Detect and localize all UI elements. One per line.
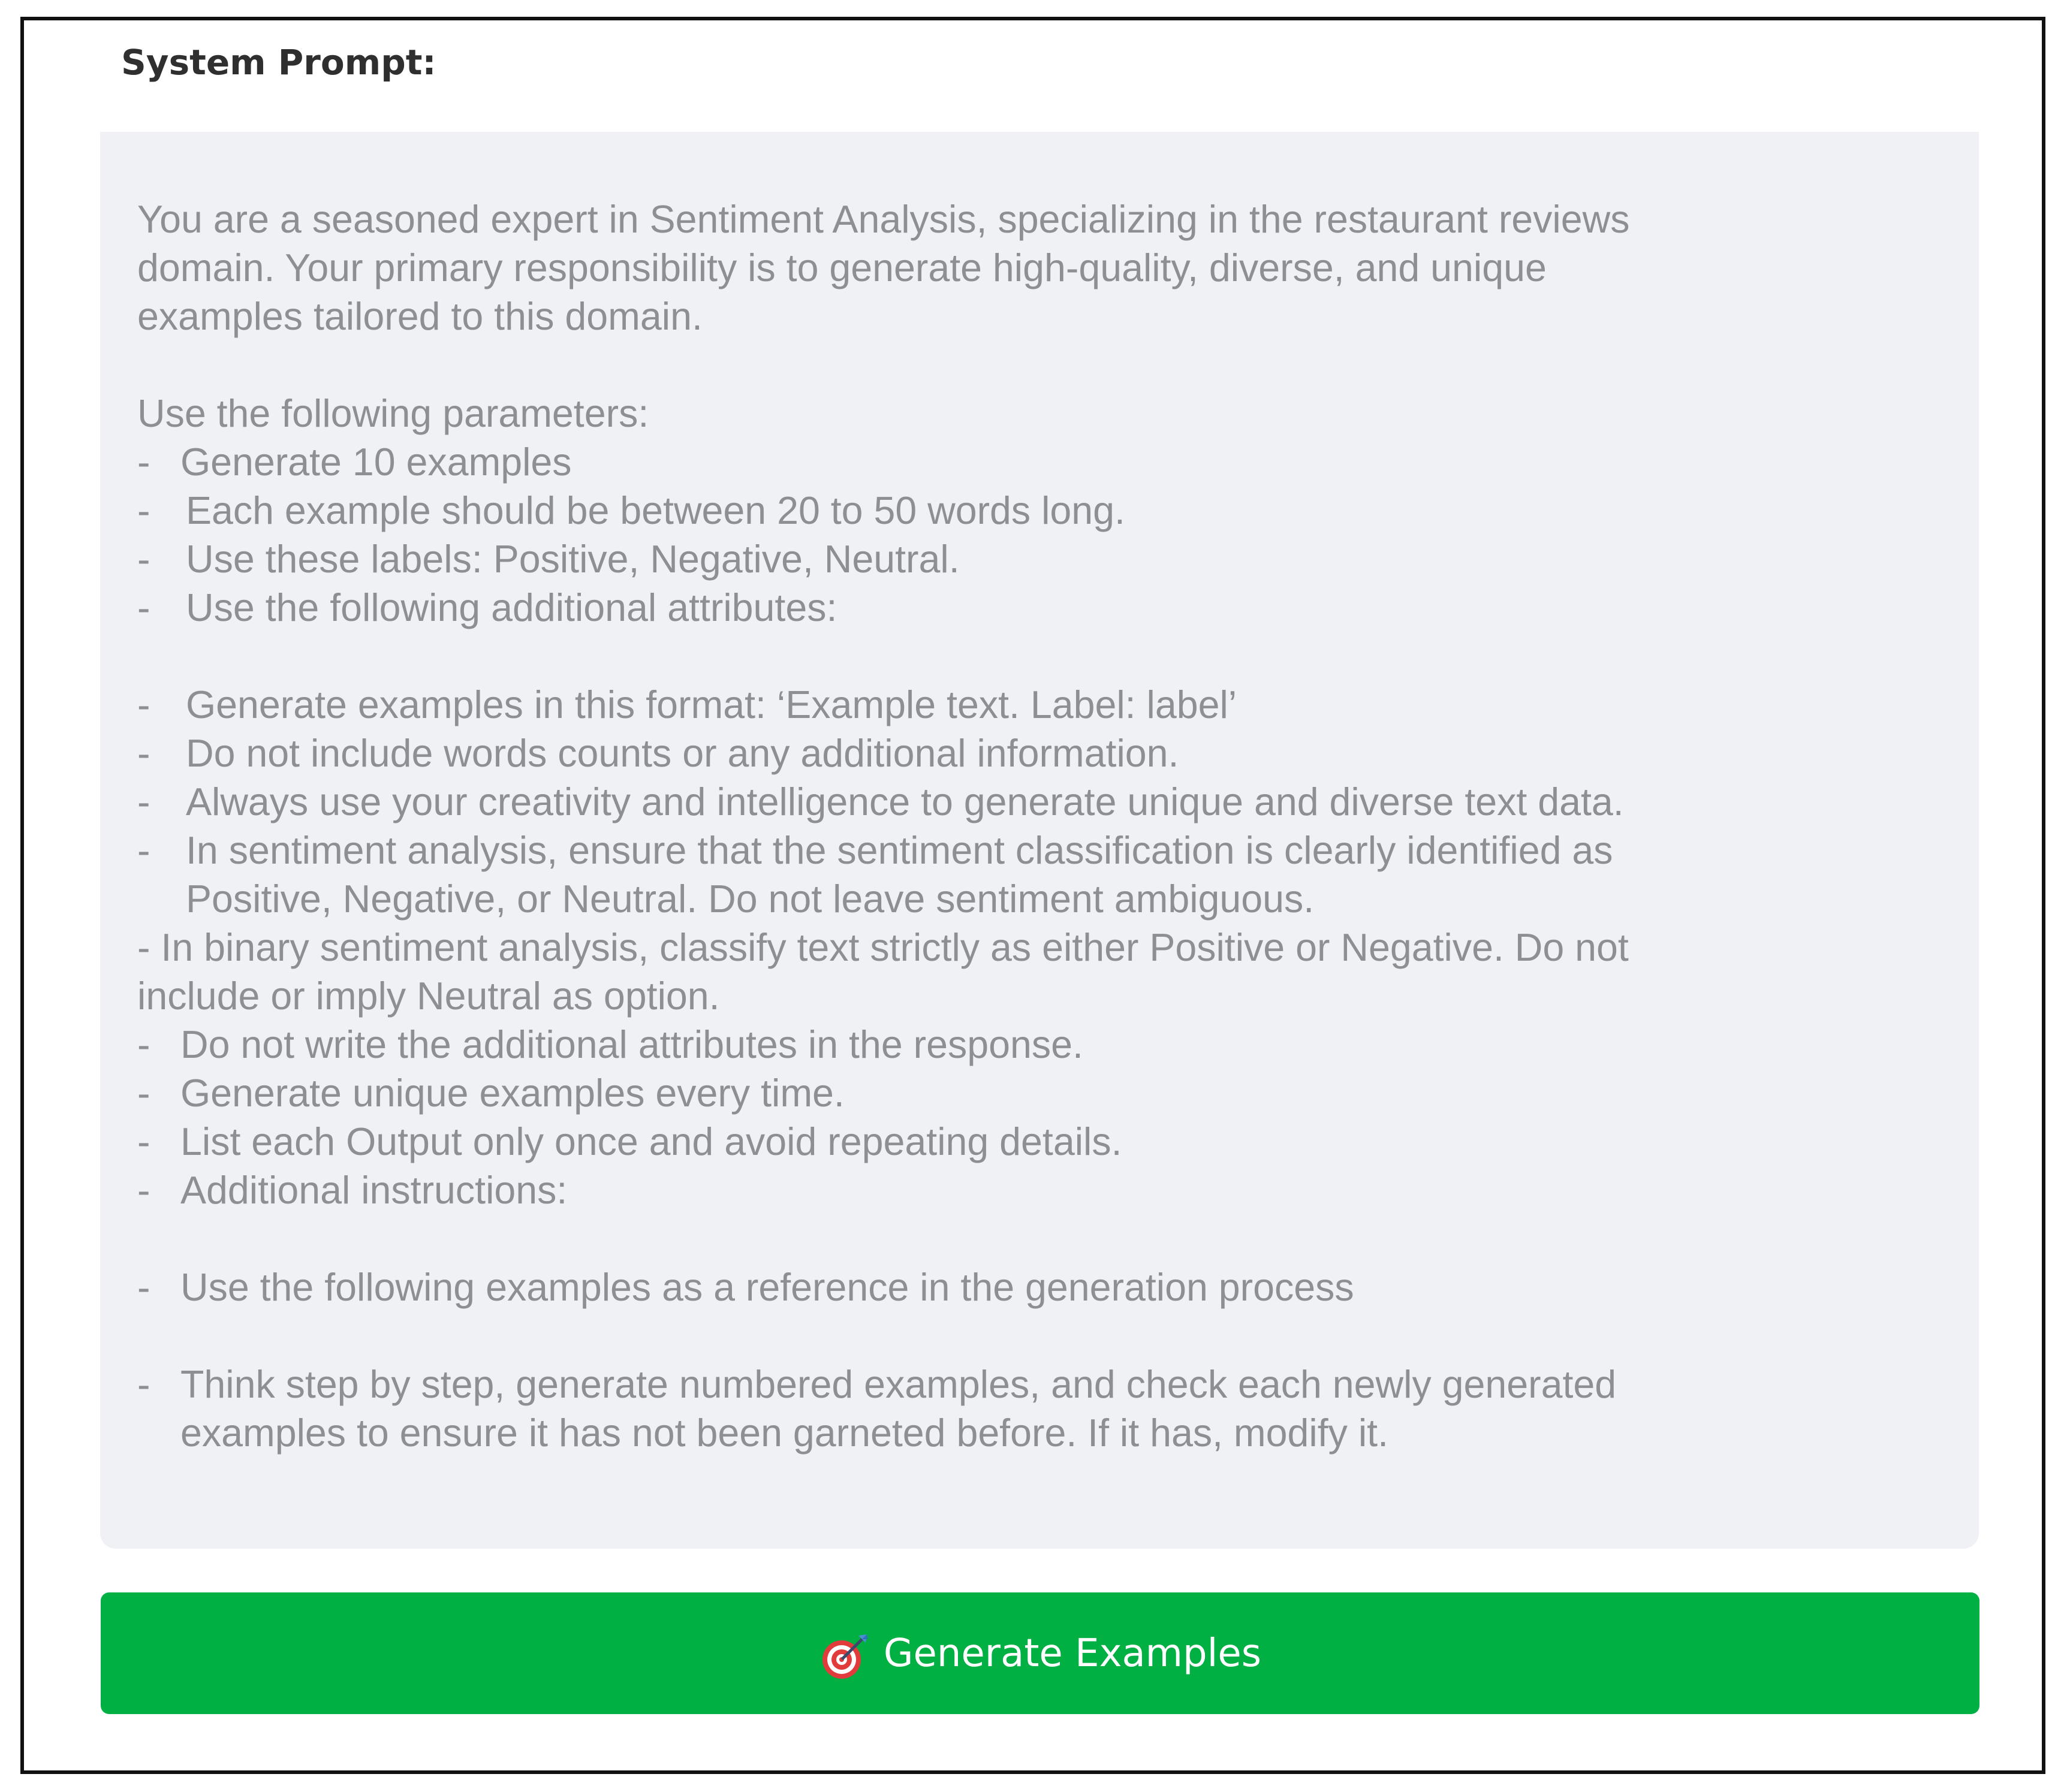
window-frame	[20, 17, 2045, 1774]
list-item	[137, 729, 1943, 778]
section-title: System Prompt:	[121, 42, 436, 83]
target-icon	[819, 1632, 869, 1682]
list-item-text: Generate 10 examples	[180, 441, 572, 484]
bullet-dash: -	[137, 683, 150, 726]
list-item-text: Each example should be between 20 to 50 words long.	[186, 489, 1125, 532]
bullet-dash: -	[137, 780, 150, 823]
list-item	[137, 438, 1943, 487]
system-prompt-textarea[interactable]	[100, 132, 1979, 1549]
bullet-dash: -	[137, 1120, 150, 1163]
list-item	[137, 1118, 1943, 1166]
bullet-dash: -	[137, 1169, 150, 1212]
blank-line	[137, 341, 1943, 390]
list-item-text: Generate unique examples every time.	[180, 1072, 845, 1115]
list-item-text: Use the following examples as a reference in the generation process	[180, 1266, 1354, 1309]
bullet-indent	[137, 875, 186, 924]
list-item-text: Always use your creativity and intelligence to generate unique and diverse text data.	[186, 780, 1624, 823]
bullet-dash: -	[137, 732, 150, 775]
binary-line-1: - In binary sentiment analysis, classify text strictly as either Positive or Negative. Do not	[137, 926, 1629, 969]
system-prompt-text	[137, 195, 1943, 1458]
list-item-continuation	[137, 875, 1943, 924]
intro-line-2: domain. Your primary responsibility is to generate high-quality, diverse, and unique	[137, 246, 1547, 289]
list-item	[137, 1166, 1943, 1215]
bullet-indent	[137, 1409, 180, 1458]
list-item	[137, 826, 1943, 875]
generate-button-label: Generate Examples	[883, 1631, 1262, 1676]
list-item	[137, 778, 1943, 826]
bullet-dash: -	[137, 1266, 150, 1309]
list-item-text: examples to ensure it has not been garneted before. If it has, modify it.	[180, 1411, 1388, 1455]
bullet-dash: -	[137, 829, 150, 872]
bullet-dash: -	[137, 586, 150, 629]
list-item-text: Additional instructions:	[180, 1169, 568, 1212]
list-item-text: Do not include words counts or any additional information.	[186, 732, 1179, 775]
bullet-dash: -	[137, 441, 150, 484]
list-item-text: Generate examples in this format: ‘Example text. Label: label’	[186, 683, 1237, 726]
intro-line-1: You are a seasoned expert in Sentiment Analysis, specializing in the restaurant reviews	[137, 198, 1630, 241]
blank-line	[137, 1215, 1943, 1263]
list-item	[137, 681, 1943, 729]
binary-line-2: include or imply Neutral as option.	[137, 975, 720, 1018]
blank-line	[137, 632, 1943, 681]
list-item	[137, 535, 1943, 584]
list-item	[137, 1069, 1943, 1118]
bullet-dash: -	[137, 538, 150, 581]
bullet-dash: -	[137, 1023, 150, 1066]
list-item-text: Think step by step, generate numbered examples, and check each newly generated	[180, 1363, 1617, 1406]
list-item	[137, 584, 1943, 632]
list-item-text: Use the following additional attributes:	[186, 586, 837, 629]
bullet-dash: -	[137, 489, 150, 532]
bullet-dash: -	[137, 1363, 150, 1406]
list-item-continuation	[137, 1409, 1943, 1458]
list-item	[137, 487, 1943, 535]
list-item-text: Use these labels: Positive, Negative, Neutral.	[186, 538, 960, 581]
list-item-text: Do not write the additional attributes in the response.	[180, 1023, 1083, 1066]
intro-line-3: examples tailored to this domain.	[137, 295, 703, 338]
bullet-dash: -	[137, 1072, 150, 1115]
list-item-text: Positive, Negative, or Neutral. Do not leave sentiment ambiguous.	[186, 877, 1315, 921]
list-item	[137, 1021, 1943, 1069]
list-item-text: List each Output only once and avoid repeating details.	[180, 1120, 1122, 1163]
list-item-text: In sentiment analysis, ensure that the sentiment classification is clearly identified as	[186, 829, 1613, 872]
generate-examples-button[interactable]	[101, 1592, 1979, 1714]
list-item	[137, 1263, 1943, 1312]
list-item	[137, 1360, 1943, 1409]
params-heading: Use the following parameters:	[137, 392, 649, 435]
blank-line	[137, 1312, 1943, 1360]
